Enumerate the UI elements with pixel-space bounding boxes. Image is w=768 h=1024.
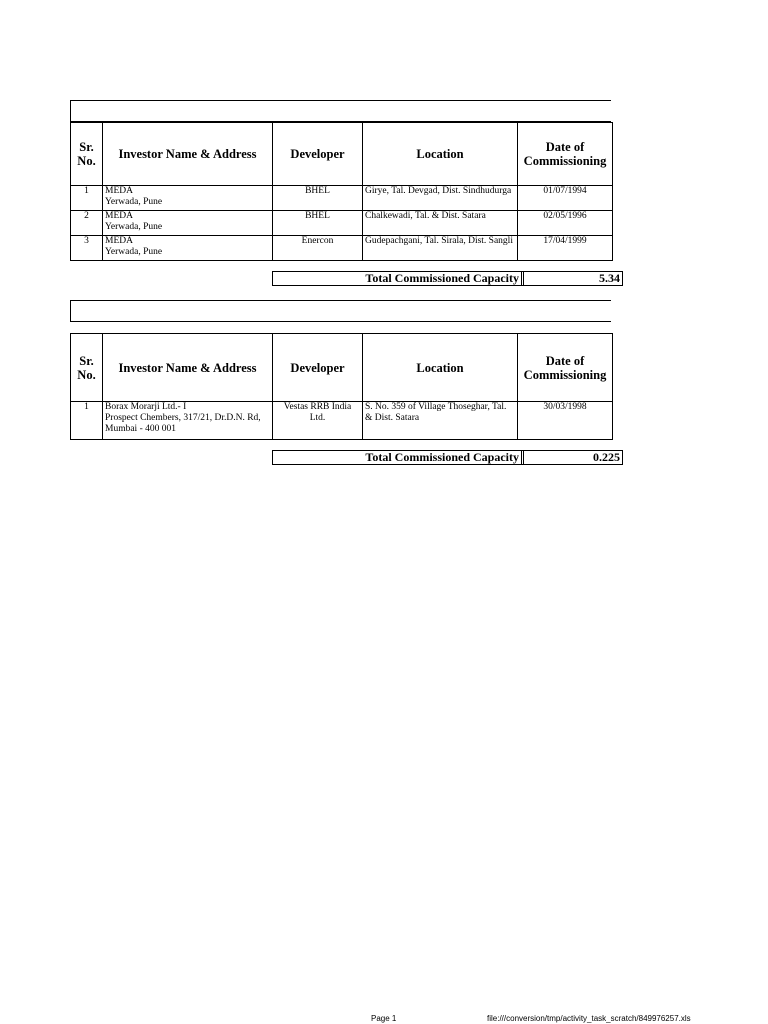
cell-date: 01/07/1994 <box>518 186 613 211</box>
header-location: Location <box>363 123 518 186</box>
header-row <box>71 334 613 402</box>
investor-name: MEDA <box>105 211 133 221</box>
cell-sr: 1 <box>71 186 103 211</box>
header-sr: Sr. No. <box>71 334 103 402</box>
header-investor: Investor Name & Address <box>103 334 273 402</box>
cell-investor <box>103 236 273 261</box>
header-row <box>71 123 613 186</box>
table-row <box>71 211 613 236</box>
investor-address: Yerwada, Pune <box>105 197 163 207</box>
cell-investor <box>103 402 273 440</box>
section-2-title-box <box>70 300 611 322</box>
section-2-total <box>272 450 623 465</box>
header-developer: Developer <box>273 334 363 402</box>
cell-date: 30/03/1998 <box>518 402 613 440</box>
cell-sr: 1 <box>71 402 103 440</box>
section-1-table <box>70 122 613 261</box>
cell-location: Chalkewadi, Tal. & Dist. Satara <box>363 211 518 236</box>
investor-address: Prospect Chembers, 317/21, Dr.D.N. Rd, Mumbai - 400 001 <box>105 413 261 434</box>
cell-date: 02/05/1996 <box>518 211 613 236</box>
total-value: 5.34 <box>524 272 623 286</box>
header-investor: Investor Name & Address <box>103 123 273 186</box>
footer-path: file:///conversion/tmp/activity_task_scratch/849976257.xls <box>487 1014 691 1023</box>
total-label: Total Commissioned Capacity <box>273 272 522 286</box>
investor-name: MEDA <box>105 236 133 246</box>
table-row <box>71 236 613 261</box>
header-location: Location <box>363 334 518 402</box>
header-date: Date of Commissioning <box>518 334 613 402</box>
section-2-table <box>70 333 613 440</box>
cell-developer: Vestas RRB India Ltd. <box>273 402 363 440</box>
cell-developer: Enercon <box>273 236 363 261</box>
table-row <box>71 186 613 211</box>
total-value: 0.225 <box>524 451 623 465</box>
investor-address: Yerwada, Pune <box>105 222 163 232</box>
cell-investor <box>103 186 273 211</box>
cell-date: 17/04/1999 <box>518 236 613 261</box>
cell-location: S. No. 359 of Village Thoseghar, Tal. & Dist. Satara <box>363 402 518 440</box>
cell-developer: BHEL <box>273 211 363 236</box>
investor-address: Yerwada, Pune <box>105 247 163 257</box>
cell-sr: 3 <box>71 236 103 261</box>
section-1-title-box <box>70 100 611 122</box>
table-row <box>71 402 613 440</box>
cell-location: Gudepachgani, Tal. Sirala, Dist. Sangli <box>363 236 518 261</box>
total-label: Total Commissioned Capacity <box>273 451 522 465</box>
investor-name: Borax Morarji Ltd.- I <box>105 402 187 412</box>
cell-location: Girye, Tal. Devgad, Dist. Sindhudurga <box>363 186 518 211</box>
footer-page: Page 1 <box>371 1014 397 1023</box>
cell-sr: 2 <box>71 211 103 236</box>
header-date: Date of Commissioning <box>518 123 613 186</box>
cell-developer: BHEL <box>273 186 363 211</box>
header-developer: Developer <box>273 123 363 186</box>
section-1-total <box>272 271 623 286</box>
investor-name: MEDA <box>105 186 133 196</box>
cell-investor <box>103 211 273 236</box>
header-sr: Sr. No. <box>71 123 103 186</box>
